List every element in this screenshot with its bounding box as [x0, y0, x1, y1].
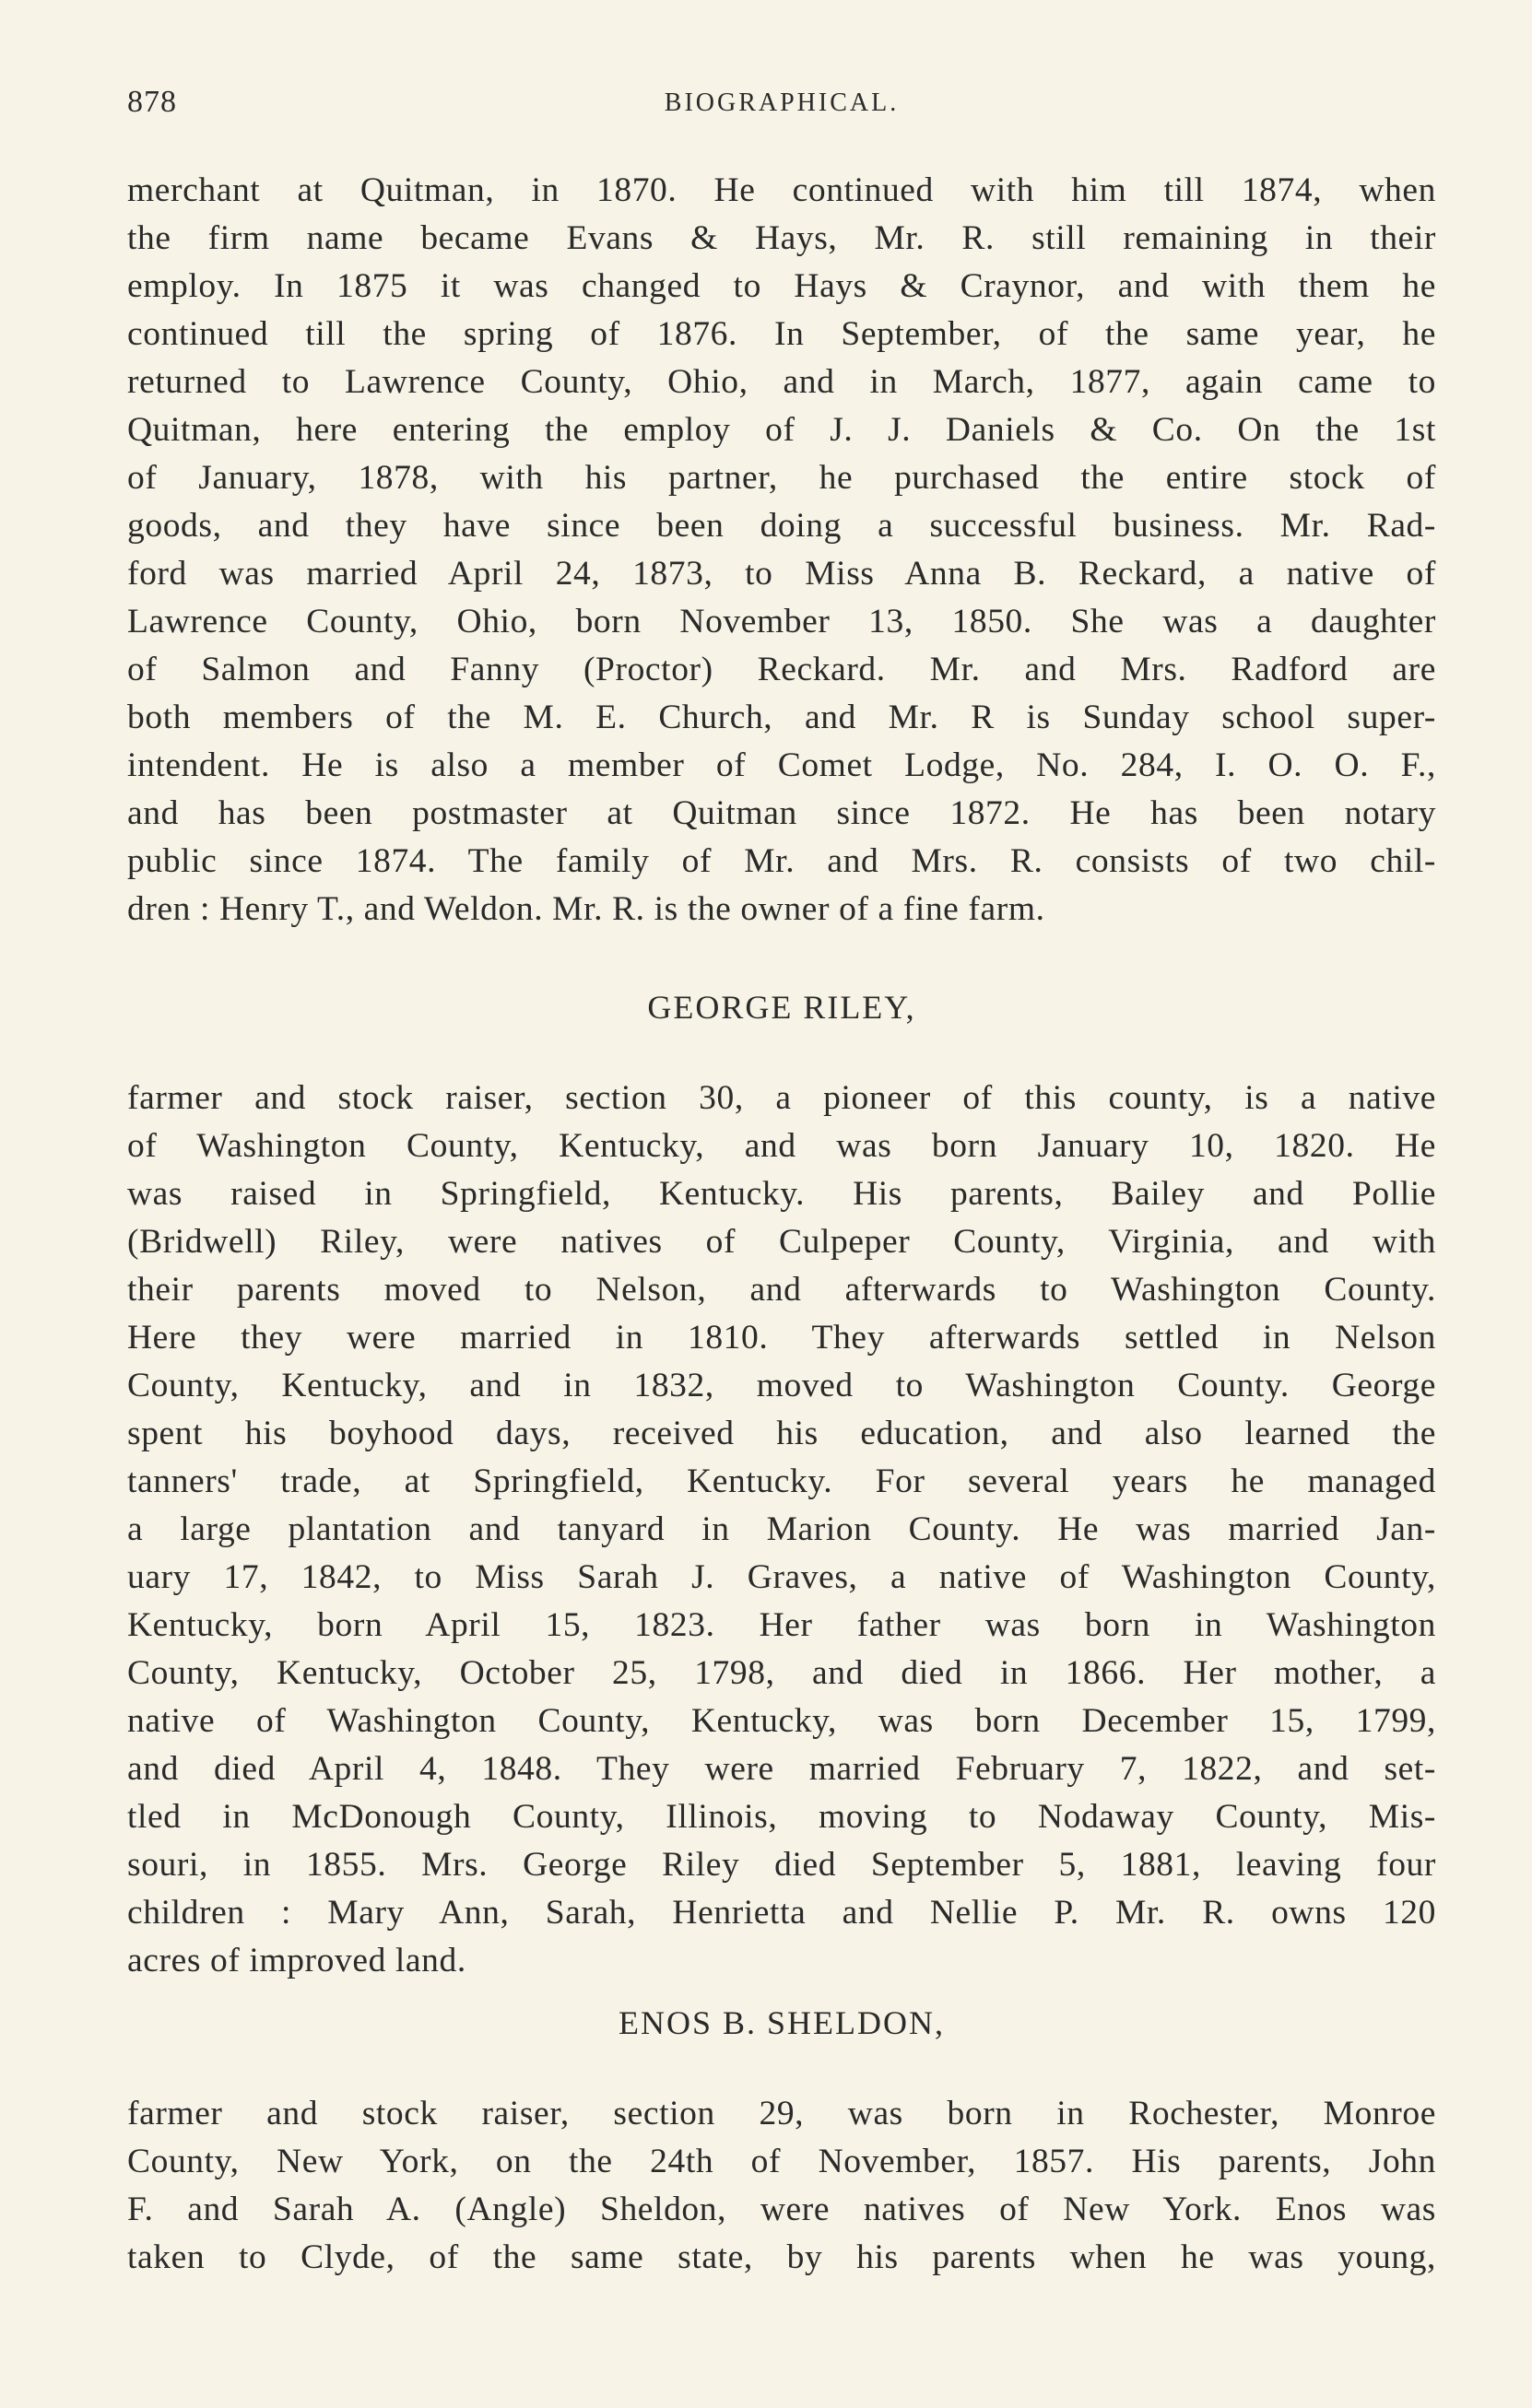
text-line: County, Kentucky, October 25, 1798, and died in 1866. Her mother, a	[127, 1654, 1436, 1692]
text-line: souri, in 1855. Mrs. George Riley died September 5, 1881, leaving four	[127, 1846, 1436, 1884]
text-line: of Salmon and Fanny (Proctor) Reckard. Mr. and Mrs. Radford are	[127, 651, 1436, 688]
text-line: was raised in Springfield, Kentucky. His parents, Bailey and Pollie	[127, 1175, 1436, 1213]
text-line: acres of improved land.	[127, 1942, 466, 1979]
text-line: their parents moved to Nelson, and afterwards to Washington County.	[127, 1271, 1436, 1309]
text-line: F. and Sarah A. (Angle) Sheldon, were natives of New York. Enos was	[127, 2191, 1436, 2228]
text-line: ford was married April 24, 1873, to Miss Anna B. Reckard, a native of	[127, 555, 1436, 593]
text-line: children : Mary Ann, Sarah, Henrietta and Nellie P. Mr. R. owns 120	[127, 1894, 1436, 1932]
text-line: merchant at Quitman, in 1870. He continued with him till 1874, when	[127, 171, 1436, 209]
text-line: uary 17, 1842, to Miss Sarah J. Graves, a native of Washington County,	[127, 1558, 1436, 1596]
running-head	[127, 85, 1436, 131]
text-line: Here they were married in 1810. They afterwards settled in Nelson	[127, 1319, 1436, 1357]
text-line: intendent. He is also a member of Comet Lodge, No. 284, I. O. O. F.,	[127, 746, 1436, 784]
text-line: native of Washington County, Kentucky, was born December 15, 1799,	[127, 1702, 1436, 1740]
paragraph-enos-b-sheldon	[127, 2090, 1436, 2282]
text-line: continued till the spring of 1876. In September, of the same year, he	[127, 315, 1436, 353]
text-line: a large plantation and tanyard in Marion County. He was married Jan-	[127, 1510, 1436, 1548]
text-line: spent his boyhood days, received his education, and also learned the	[127, 1415, 1436, 1452]
text-line: employ. In 1875 it was changed to Hays & Craynor, and with them he	[127, 267, 1436, 305]
text-line: public since 1874. The family of Mr. and Mrs. R. consists of two chil-	[127, 842, 1436, 880]
text-line: County, Kentucky, and in 1832, moved to Washington County. George	[127, 1367, 1436, 1404]
text-line: of January, 1878, with his partner, he purchased the entire stock of	[127, 459, 1436, 497]
text-line: of Washington County, Kentucky, and was born January 10, 1820. He	[127, 1127, 1436, 1165]
text-line: (Bridwell) Riley, were natives of Culpeper County, Virginia, and with	[127, 1223, 1436, 1261]
text-line: Quitman, here entering the employ of J. J. Daniels & Co. On the 1st	[127, 411, 1436, 449]
text-line: tled in McDonough County, Illinois, moving to Nodaway County, Mis-	[127, 1798, 1436, 1836]
section-heading-enos-b-sheldon: ENOS B. SHELDON,	[618, 2004, 945, 2041]
paragraph-george-riley	[127, 1075, 1436, 1985]
text-line: taken to Clyde, of the same state, by his parents when he was young,	[127, 2238, 1436, 2276]
text-line: and died April 4, 1848. They were married February 7, 1822, and set-	[127, 1750, 1436, 1788]
text-line: goods, and they have since been doing a successful business. Mr. Rad-	[127, 507, 1436, 545]
running-title: BIOGRAPHICAL.	[664, 88, 900, 117]
text-line: Kentucky, born April 15, 1823. Her father was born in Washington	[127, 1606, 1436, 1644]
text-line: both members of the M. E. Church, and Mr. R is Sunday school super-	[127, 699, 1436, 736]
text-line: Lawrence County, Ohio, born November 13, 1850. She was a daughter	[127, 603, 1436, 640]
text-line: tanners' trade, at Springfield, Kentucky. For several years he managed	[127, 1462, 1436, 1500]
text-line: dren : Henry T., and Weldon. Mr. R. is the owner of a fine farm.	[127, 890, 1045, 928]
text-line: returned to Lawrence County, Ohio, and in March, 1877, again came to	[127, 363, 1436, 401]
section-heading-george-riley: GEORGE RILEY,	[647, 989, 916, 1026]
text-line: farmer and stock raiser, section 30, a pioneer of this county, is a native	[127, 1079, 1436, 1117]
text-line: farmer and stock raiser, section 29, was born in Rochester, Monroe	[127, 2095, 1436, 2132]
paragraph-radford-continuation	[127, 167, 1436, 934]
text-line: the firm name became Evans & Hays, Mr. R. still remaining in their	[127, 219, 1436, 257]
text-line: and has been postmaster at Quitman since 1872. He has been notary	[127, 794, 1436, 832]
text-line: County, New York, on the 24th of November, 1857. His parents, John	[127, 2143, 1436, 2180]
page-number: 878	[127, 85, 177, 119]
